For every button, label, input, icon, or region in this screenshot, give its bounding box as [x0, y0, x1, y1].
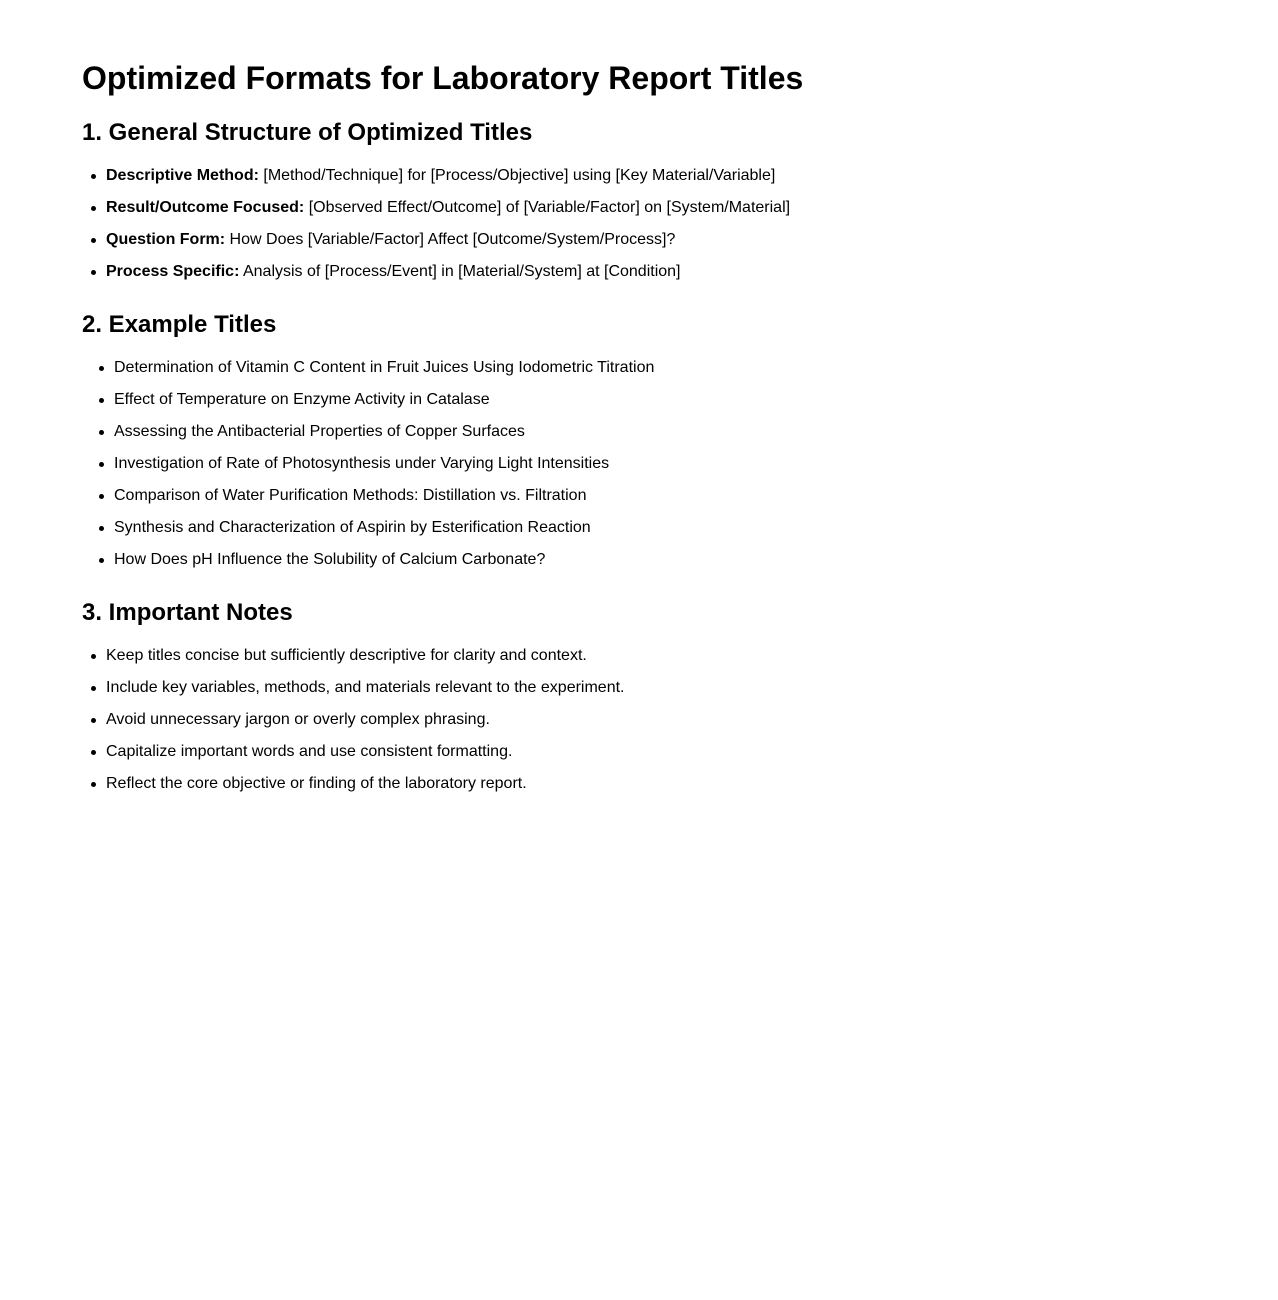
- list-item: Determination of Vitamin C Content in Fruit Juices Using Iodometric Titration: [114, 358, 1278, 378]
- section-heading-example-titles: 2. Example Titles: [82, 311, 277, 338]
- important-notes-list: [82, 646, 1278, 794]
- item-label: Question Form:: [106, 231, 226, 248]
- general-structure-list: [82, 166, 1278, 282]
- item-text: [Observed Effect/Outcome] of [Variable/Factor] on [System/Material]: [304, 199, 791, 216]
- page-title: Optimized Formats for Laboratory Report Titles: [82, 60, 804, 96]
- example-titles-list: [82, 358, 1278, 570]
- list-item: Reflect the core objective or finding of the laboratory report.: [106, 774, 1278, 794]
- item-label: Result/Outcome Focused:: [106, 199, 305, 216]
- list-item: Investigation of Rate of Photosynthesis under Varying Light Intensities: [114, 454, 1278, 474]
- item-text: How Does [Variable/Factor] Affect [Outcome/System/Process]?: [225, 231, 676, 248]
- list-item: [106, 166, 1278, 186]
- list-item: Include key variables, methods, and materials relevant to the experiment.: [106, 678, 1278, 698]
- section-heading-general-structure: 1. General Structure of Optimized Titles: [82, 119, 533, 146]
- list-item: Comparison of Water Purification Methods: Distillation vs. Filtration: [114, 486, 1278, 506]
- item-label: Descriptive Method:: [106, 167, 259, 184]
- list-item: [106, 198, 1278, 218]
- list-item: Keep titles concise but sufficiently descriptive for clarity and context.: [106, 646, 1278, 666]
- list-item: Synthesis and Characterization of Aspirin by Esterification Reaction: [114, 518, 1278, 538]
- section-heading-important-notes: 3. Important Notes: [82, 599, 293, 626]
- list-item: Effect of Temperature on Enzyme Activity in Catalase: [114, 390, 1278, 410]
- item-text: Analysis of [Process/Event] in [Material/System] at [Condition]: [239, 263, 681, 280]
- list-item: [106, 230, 1278, 250]
- list-item: Assessing the Antibacterial Properties of Copper Surfaces: [114, 422, 1278, 442]
- list-item: [106, 262, 1278, 282]
- item-label: Process Specific:: [106, 263, 240, 280]
- list-item: How Does pH Influence the Solubility of Calcium Carbonate?: [114, 550, 1278, 570]
- item-text: [Method/Technique] for [Process/Objective] using [Key Material/Variable]: [258, 167, 776, 184]
- list-item: Avoid unnecessary jargon or overly complex phrasing.: [106, 710, 1278, 730]
- list-item: Capitalize important words and use consistent formatting.: [106, 742, 1278, 762]
